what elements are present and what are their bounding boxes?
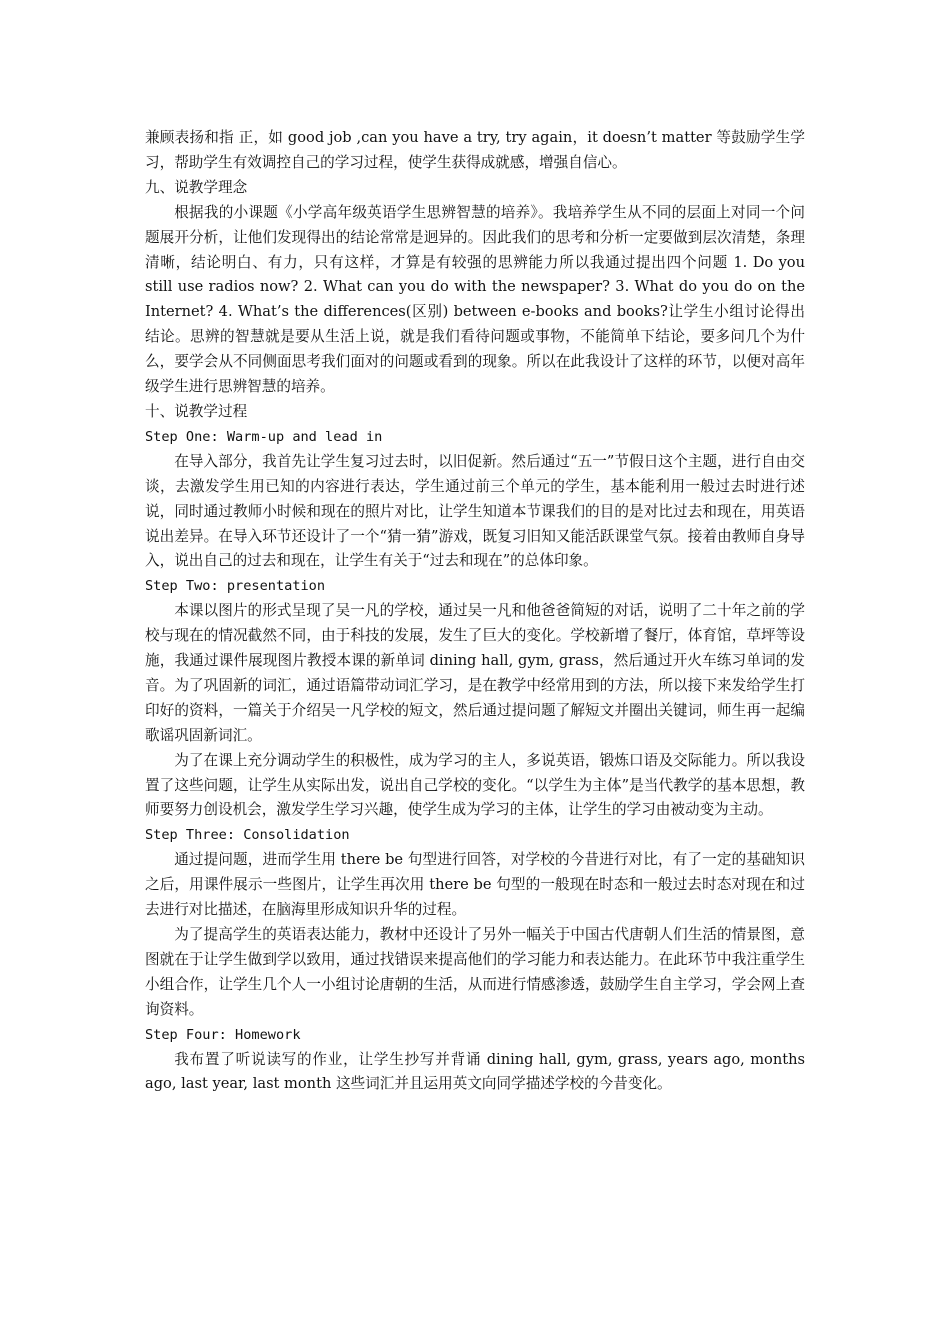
section-10-heading: 十、说教学过程 xyxy=(145,402,248,420)
section-9-heading: 九、说教学理念 xyxy=(145,178,248,196)
step-four-heading: Step Four: Homework xyxy=(145,1026,301,1043)
step-three-heading: Step Three: Consolidation xyxy=(145,827,350,844)
step-two-paragraph-2: 为了在课上充分调动学生的积极性，成为学习的主人，多说英语，锻炼口语及交际能力。所以我设置了这些问题，让学生从实际出发，说出自己学校的变化。“以学生为主体”是当代教学的基本思想，教师要努力创设机会，激发学生学习兴趣，使学生成为学习的主体，让学生的学习由被动变为主动。 xyxy=(145,751,805,819)
step-four-paragraph: 我布置了听说读写的作业，让学生抄写并背诵 dining hall, gym, grass, years ago, months ago, last year, last month 这些词汇并且运用英文向同学描述学校的今昔变化。 xyxy=(145,1050,805,1093)
document-page xyxy=(145,126,805,1097)
step-three-paragraph-1: 通过提问题，进而学生用 there be 句型进行回答，对学校的今昔进行对比，有了一定的基础知识之后，用课件展示一些图片，让学生再次用 there be 句型的一般现在时态和一般过去时态对现在和过去进行对比描述，在脑海里形成知识升华的过程。 xyxy=(145,851,805,919)
step-one-heading: Step One: Warm-up and lead in xyxy=(145,428,383,445)
paragraph-continuation: 兼顾表扬和指 正，如 good job ,can you have a try, try again，it doesn’t matter 等鼓励学生学习，帮助学生有效调控自己的学习过程，使学生获得成就感，增强自信心。 xyxy=(145,129,805,171)
step-two-heading: Step Two: presentation xyxy=(145,578,326,595)
step-three-paragraph-2: 为了提高学生的英语表达能力，教材中还设计了另外一幅关于中国古代唐朝人们生活的情景图，意图就在于让学生做到学以致用，通过找错误来提高他们的学习能力和表达能力。在此环节中我注重学生小组合作，让学生几个人一小组讨论唐朝的生活，从而进行情感渗透，鼓励学生自主学习，学会网上查询资料。 xyxy=(145,926,805,1018)
step-one-paragraph: 在导入部分，我首先让学生复习过去时，以旧促新。然后通过“五一”节假日这个主题，进行自由交谈，去激发学生用已知的内容进行表达，学生通过前三个单元的学生，基本能利用一般过去时进行述说，同时通过教师小时候和现在的照片对比，让学生知道本节课我们的目的是对比过去和现在，用英语说出差异。在导入环节还设计了一个“猜一猜”游戏，既复习旧知又能活跃课堂气氛。接着由教师自身导入，说出自己的过去和现在，让学生有关于“过去和现在”的总体印象。 xyxy=(145,452,805,570)
step-two-paragraph-1: 本课以图片的形式呈现了吴一凡的学校，通过吴一凡和他爸爸简短的对话，说明了二十年之前的学校与现在的情况截然不同，由于科技的发展，发生了巨大的变化。学校新增了餐厅，体育馆，草坪等设施，我通过课件展现图片教授本课的新单词 dining hall, gym, grass，然后通过开火车练习单词的发音。为了巩固新的词汇，通过语篇带动词汇学习，是在教学中经常用到的方法，所以接下来发给学生打印好的资料，一篇关于介绍吴一凡学校的短文，然后通过提问题了解短文并圈出关键词，师生再一起编歌谣巩固新词汇。 xyxy=(145,602,805,744)
section-9-paragraph: 根据我的小课题《小学高年级英语学生思辨智慧的培养》。我培养学生从不同的层面上对同一个问题展开分析，让他们发现得出的结论常常是迥异的。因此我们的思考和分析一定要做到层次清楚，条理清晰，结论明白、有力，只有这样，才算是有较强的思辨能力所以我通过提出四个问题 1. Do you still use radios now? 2. What can you do with the newspaper? 3. What do you do on the Internet? 4. What’s the differences(区别) between e-books and books?让学生小组讨论得出结论。思辨的智慧就是要从生活上说，就是我们看待问题或事物，不能简单下结论，要多问几个为什么，要学会从不同侧面思考我们面对的问题或看到的现象。所以在此我设计了这样的环节，以便对高年级学生进行思辨智慧的培养。 xyxy=(145,203,805,396)
